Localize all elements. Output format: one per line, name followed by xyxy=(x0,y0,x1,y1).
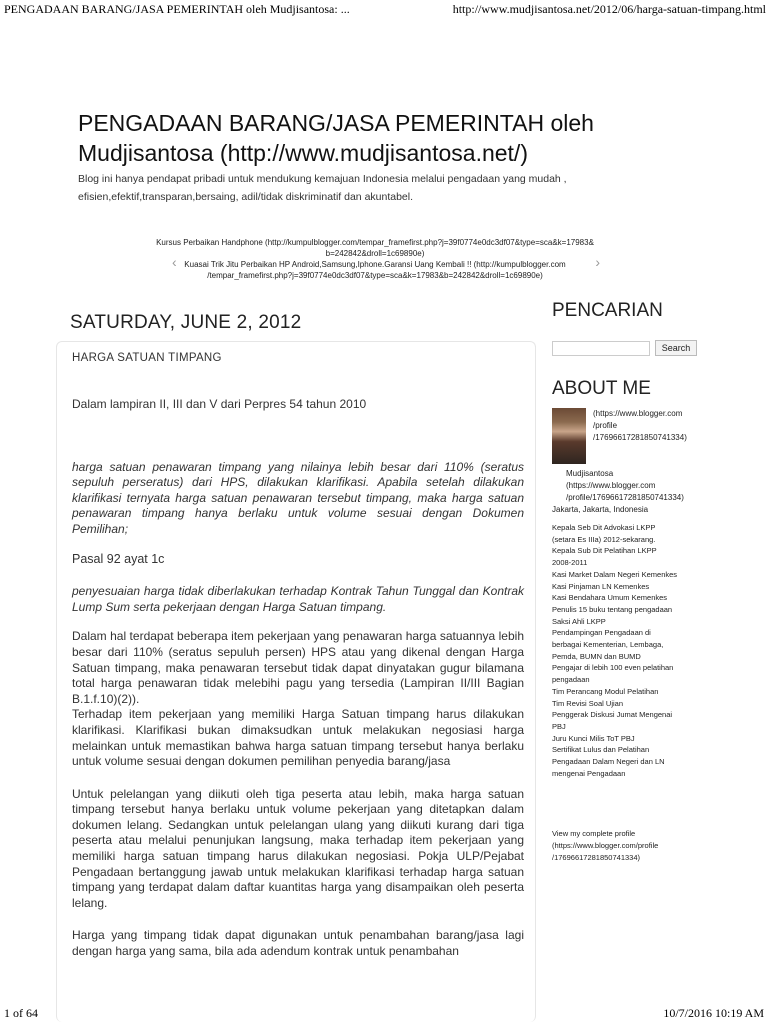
view-profile-line3[interactable]: /17696617281850741334) xyxy=(552,853,641,862)
view-profile-link[interactable] xyxy=(552,828,712,864)
post-paragraph-2: Terhadap item pekerjaan yang memiliki Harga Satuan timpang harus dilakukan klarifikasi. Klarifikasi bukan dimaksudkan untuk melakukan negosiasi harga melainkan untuk memastikan bahwa harga satuan timpang tersebut hanya berlaku untuk volume sesuai dengan dokumen pemilihan penyedia barang/jasa xyxy=(72,707,524,769)
post-paragraph-1: Dalam hal terdapat beberapa item pekerjaan yang penawaran harga satuannya lebih besar dari 110% (seratus sepuluh persen) HPS atau yang dikenal dengan Harga Satuan timpang, maka penawaran tersebut tidak dapat dinyatakan gugur bilamana total harga penawaran tidak melebihi pagu yang tersedia (Lampiran II/III Bagian B.1.f.10)(2)). xyxy=(72,629,524,706)
promo-link-1-line1[interactable]: Kursus Perbaikan Handphone (http://kumpulblogger.com/tempar_framefirst.php?j=39f0774e0dc3df07&type=sca&k=17983& xyxy=(156,238,594,247)
profile-name-line2[interactable]: (https://www.blogger.com xyxy=(566,481,656,490)
promo-ticker xyxy=(150,237,600,281)
post-quote-2: penyesuaian harga tidak diberlakukan terhadap Kontrak Tahun Tunggal dan Kontrak Lump Sum serta pekerjaan dengan Harga Satuan timpang. xyxy=(72,584,524,614)
search-input[interactable] xyxy=(552,341,650,356)
bio-line: Kasi Pinjaman LN Kemenkes xyxy=(552,581,650,591)
bio-line: Pemda, BUMN dan BUMD xyxy=(552,651,641,661)
chevron-left-icon[interactable]: ‹ xyxy=(172,254,177,270)
profile-photo-link-line1[interactable]: (https://www.blogger.com xyxy=(593,409,683,418)
about-me-heading: ABOUT ME xyxy=(552,378,651,399)
print-datetime: 10/7/2016 10:19 AM xyxy=(663,1006,764,1020)
bio-line: Penggerak Diskusi Jumat Mengenai xyxy=(552,710,673,720)
post-title[interactable]: HARGA SATUAN TIMPANG xyxy=(72,352,222,364)
profile-photo-link-line2[interactable]: /profile xyxy=(593,421,618,430)
profile-photo-link[interactable] xyxy=(593,408,713,444)
bio-line: Penulis 15 buku tentang pengadaan xyxy=(552,604,673,614)
bio-line: berbagai Kementerian, Lembaga, xyxy=(552,640,664,650)
post-pasal-heading: Pasal 92 ayat 1c xyxy=(72,551,165,566)
blog-description-line2: efisien,efektif,transparan,bersaing, adil/tidak diskriminatif dan akuntabel. xyxy=(78,191,414,203)
blog-title[interactable] xyxy=(78,108,678,168)
print-header xyxy=(0,0,768,20)
bio-line: Kasi Bendahara Umum Kemenkes xyxy=(552,593,668,603)
post-card xyxy=(56,341,536,1022)
bio-line: Sertifikat Lulus dan Pelatihan xyxy=(552,745,650,755)
profile-bio xyxy=(552,522,712,779)
profile-name-line1[interactable]: Mudjisantosa xyxy=(566,469,614,478)
blog-title-line1[interactable]: PENGADAAN BARANG/JASA PEMERINTAH oleh xyxy=(78,110,594,136)
bio-line: Saksi Ahli LKPP xyxy=(552,616,606,626)
bio-line: 2008-2011 xyxy=(552,558,588,568)
search-form xyxy=(552,340,712,358)
bio-line: Tim Revisi Soal Ujian xyxy=(552,698,623,708)
profile-photo[interactable] xyxy=(552,408,586,464)
post-date-header: SATURDAY, JUNE 2, 2012 xyxy=(70,312,302,333)
post-paragraph-3: Untuk pelelangan yang diikuti oleh tiga peserta atau lebih, maka harga satuan timpang tersebut hanya berlaku untuk volume pekerjaan yang ditetapkan dalam dokumen lelang. Sedangkan untuk pelelangan ulang yang diikuti kurang dari tiga peserta atau melalui penunjukan langsung, maka terhadap item pekerjaan yang memiliki harga satuan timpang harus dilakukan negosiasi. Pokja ULP/Pejabat Pengadaan bertanggung jawab untuk melakukan klarifikasi terhadap harga satuan timpang yang terdapat dalam daftar kuantitas harga yang disampaikan oleh peserta lelang. xyxy=(72,786,524,910)
bio-line: Tim Perancang Modul Pelatihan xyxy=(552,686,659,696)
bio-line: Kasi Market Dalam Negeri Kemenkes xyxy=(552,569,678,579)
promo-link-2-line2[interactable]: /tempar_framefirst.php?j=39f0774e0dc3df07&type=sca&k=17983&b=242842&droll=1c69890e) xyxy=(207,271,543,280)
print-page-number: 1 of 64 xyxy=(4,1006,38,1020)
post-paragraph-4: Harga yang timpang tidak dapat digunakan untuk penambahan barang/jasa lagi dengan harga yang sama, bila ada adendum kontrak untuk penambahan xyxy=(72,928,524,959)
bio-line: Juru Kunci Milis ToT PBJ xyxy=(552,733,635,743)
post-body xyxy=(72,397,524,960)
blog-description xyxy=(78,170,638,206)
profile-photo-link-line3[interactable]: /17696617281850741334) xyxy=(593,433,687,442)
bio-line: mengenai Pengadaan xyxy=(552,768,626,778)
search-heading: PENCARIAN xyxy=(552,300,663,321)
bio-line: PBJ xyxy=(552,721,566,731)
promo-link-1-line2[interactable]: b=242842&droll=1c69890e) xyxy=(325,249,425,258)
print-footer xyxy=(0,1006,768,1024)
bio-line: Pengajar di lebih 100 even pelatihan xyxy=(552,663,674,673)
bio-line: Pendampingan Pengadaan di xyxy=(552,628,651,638)
post-quote-1: harga satuan penawaran timpang yang nilainya lebih besar dari 110% (seratus sepuluh perseratus) dari HPS, dilakukan klarifikasi. Apabila setelah dilakukan klarifikasi ternyata harga satuan penawaran tersebut timpang, maka harga satuan penawaran timpang hanya berlaku untuk volume sesuai dengan Dokumen Pemilihan; xyxy=(72,459,524,536)
promo-link-2[interactable] xyxy=(150,254,600,281)
promo-link-2-line1[interactable]: Kuasai Trik Jitu Perbaikan HP Android,Samsung,Iphone.Garansi Uang Kembali !! (http://kumpulblogger.com xyxy=(184,260,566,269)
blog-title-line2[interactable]: Mudjisantosa (http://www.mudjisantosa.net/) xyxy=(78,140,528,166)
bio-line: Pengadaan Dalam Negeri dan LN xyxy=(552,757,665,767)
bio-line: pengadaan xyxy=(552,675,590,685)
bio-line: (setara Es IIIa) 2012-sekarang. xyxy=(552,534,656,544)
blog-description-line1: Blog ini hanya pendapat pribadi untuk mendukung kemajuan Indonesia melalui pengadaan yang mudah , xyxy=(78,173,567,185)
promo-link-1[interactable] xyxy=(150,237,600,259)
bio-line: Kepala Seb Dit Advokasi LKPP xyxy=(552,523,656,532)
view-profile-line2[interactable]: (https://www.blogger.com/profile xyxy=(552,841,659,850)
sidebar xyxy=(552,300,712,862)
post-intro: Dalam lampiran II, III dan V dari Perpres 54 tahun 2010 xyxy=(72,397,367,411)
chevron-right-icon[interactable]: › xyxy=(595,254,600,270)
bio-line: Kepala Sub Dit Pelatihan LKPP xyxy=(552,546,657,556)
profile-name-line3[interactable]: /profile/17696617281850741334) xyxy=(566,493,684,502)
search-button[interactable]: Search xyxy=(655,340,697,356)
profile-name-link[interactable] xyxy=(566,468,716,504)
profile-location: Jakarta, Jakarta, Indonesia xyxy=(552,505,649,514)
print-page-title: PENGADAAN BARANG/JASA PEMERINTAH oleh Mudjisantosa: ... xyxy=(4,2,350,16)
print-page-url: http://www.mudjisantosa.net/2012/06/harga-satuan-timpang.html xyxy=(452,2,766,16)
view-profile-line1[interactable]: View my complete profile xyxy=(552,829,636,838)
